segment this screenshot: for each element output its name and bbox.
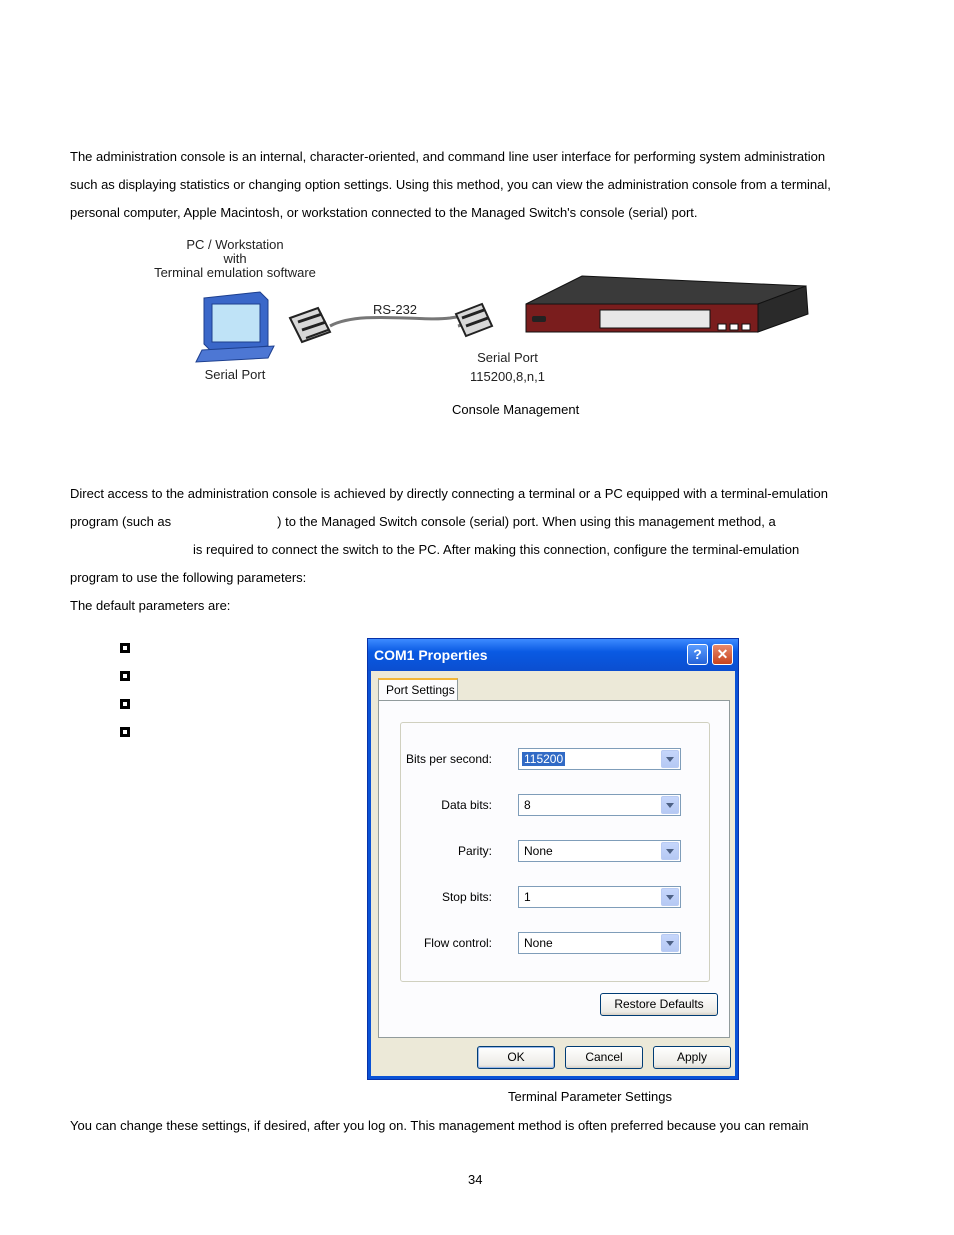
pc-label-line: Terminal emulation software (154, 265, 316, 280)
com1-properties-dialog (367, 638, 739, 1080)
rs232-cable (330, 317, 470, 326)
pc-label-line: PC / Workstation (186, 237, 284, 252)
parity-label: Parity: (457, 844, 492, 858)
default-params-line: The default parameters are: (70, 598, 231, 613)
dialog-caption: Terminal Parameter Settings (508, 1089, 673, 1104)
bits-per-second-select[interactable] (518, 748, 681, 770)
direct-line-part: ) to the Managed Switch console (serial) port. When using this management method, a (277, 514, 776, 529)
flow-control-value: None (524, 936, 553, 950)
data-bits-value: 8 (524, 798, 531, 812)
intro-paragraph (70, 143, 900, 227)
chevron-down-icon[interactable] (661, 934, 679, 952)
pc-icon (196, 292, 274, 362)
cancel-button[interactable]: Cancel (565, 1046, 643, 1069)
parity-value: None (524, 844, 553, 858)
tab-port-settings[interactable]: Port Settings (378, 678, 458, 700)
dialog-title: COM1 Properties (374, 647, 488, 663)
bullet-icon (120, 671, 130, 681)
page-number: 34 (468, 1172, 483, 1187)
apply-button[interactable]: Apply (653, 1046, 731, 1069)
footer-paragraph: You can change these settings, if desired, after you log on. This management method is often preferred because you can remain (70, 1118, 809, 1133)
data-bits-select[interactable] (518, 794, 681, 816)
direct-line: is required to connect the switch to the PC. After making this connection, configure the terminal-emulation (193, 542, 800, 557)
settings-group (400, 722, 710, 982)
data-bits-label: Data bits: (441, 798, 492, 812)
port-settings-panel (378, 700, 730, 1038)
switch-port-label: Serial Port (477, 350, 538, 365)
bullet-icon (120, 699, 130, 709)
bullet-icon (120, 643, 130, 653)
switch-port-params: 115200,8,n,1 (470, 369, 545, 384)
chevron-down-icon[interactable] (661, 842, 679, 860)
ok-button[interactable]: OK (477, 1046, 555, 1069)
managed-switch-icon (526, 276, 808, 332)
help-button[interactable]: ? (687, 644, 708, 665)
intro-line: personal computer, Apple Macintosh, or workstation connected to the Managed Switch's console (serial) port. (70, 205, 698, 220)
intro-line: The administration console is an internal, character-oriented, and command line user interface for performing system administration (70, 149, 826, 164)
direct-line (70, 508, 900, 536)
direct-line: program to use the following parameters: (70, 570, 307, 585)
stop-bits-select[interactable] (518, 886, 681, 908)
direct-line-part: program (such as (70, 514, 172, 529)
bits-per-second-label: Bits per second: (405, 752, 492, 766)
restore-defaults-button[interactable]: Restore Defaults (600, 993, 718, 1016)
flow-control-label: Flow control: (423, 936, 492, 950)
pc-port-label: Serial Port (204, 367, 266, 382)
parity-select[interactable] (518, 840, 681, 862)
cable-label: RS-232 (372, 302, 418, 317)
bullet-icon (120, 727, 130, 737)
dialog-body (371, 671, 735, 1076)
chevron-down-icon[interactable] (661, 796, 679, 814)
stop-bits-label: Stop bits: (441, 890, 492, 904)
flow-control-select[interactable] (518, 932, 681, 954)
chevron-down-icon[interactable] (661, 888, 679, 906)
direct-line: Direct access to the administration console is achieved by directly connecting a terminal or a PC equipped with a terminal-emulation (70, 486, 828, 501)
diagram-caption: Console Management (452, 402, 580, 417)
intro-line: such as displaying statistics or changing option settings. Using this method, you can view the administration console from a terminal, (70, 177, 831, 192)
close-button[interactable]: ✕ (712, 644, 733, 665)
serial-connector-left-icon (290, 308, 330, 342)
direct-paragraph (70, 480, 900, 592)
chevron-down-icon[interactable] (661, 750, 679, 768)
stop-bits-value: 1 (524, 890, 531, 904)
dialog-titlebar[interactable] (368, 639, 738, 671)
bits-per-second-value: 115200 (524, 752, 564, 766)
serial-connector-right-icon (456, 304, 492, 336)
pc-label-line: with (223, 251, 247, 266)
